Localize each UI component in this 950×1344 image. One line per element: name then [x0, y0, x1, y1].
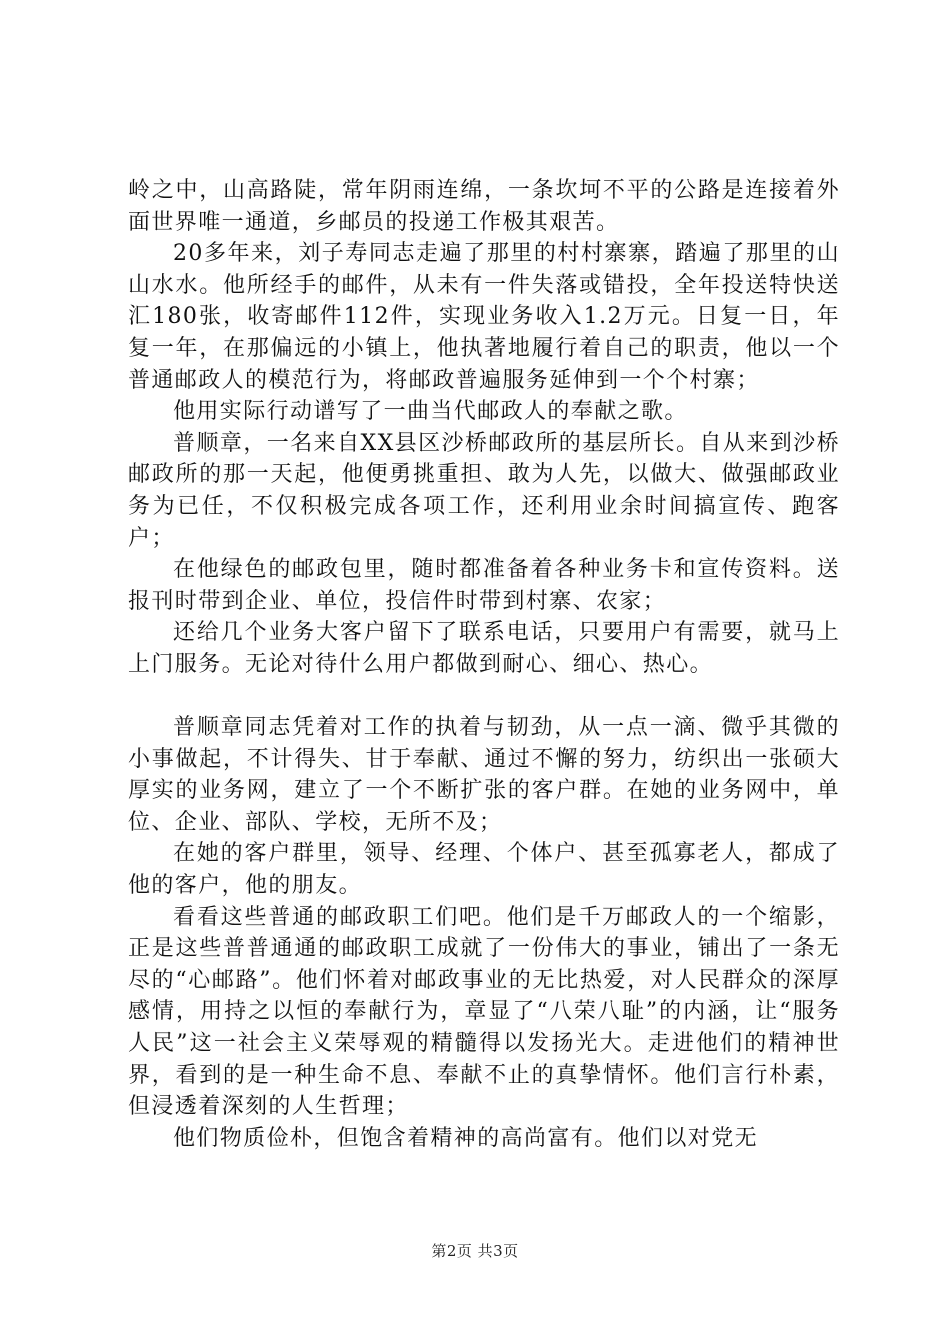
paragraph-continuation: 岭之中，山高路陡，常年阴雨连绵，一条坎坷不平的公路是连接着外面世界唯一通道，乡邮员的投递工作极其艰苦。 [128, 178, 840, 235]
paragraph-business-network: 普顺章同志凭着对工作的执着与韧劲，从一点一滴、微乎其微的小事做起，不计得失、甘于奉献、通过不懈的努力，纺织出一张硕大厚实的业务网，建立了一个不断扩张的客户群。在她的业务网中，单位、企业、部队、学校，无所不及； [128, 715, 840, 835]
paragraph-dedication-song: 他用实际行动谱写了一曲当代邮政人的奉献之歌。 [173, 399, 688, 425]
paragraph-client-group: 在她的客户群里，领导、经理、个体户、甚至孤寡老人，都成了他的客户，他的朋友。 [128, 841, 840, 899]
paragraph-liu-zishou: 20多年来，刘子寿同志走遍了那里的村村寨寨，踏遍了那里的山山水水。他所经手的邮件，从未有一件失落或错投，全年投送特快送汇180张，收寄邮件112件，实现业务收入1.2万元。日复一日，年复一年，在那偏远的小镇上，他执著地履行着自己的职责，他以一个普通邮政人的模范行为，将邮政普遍服务延伸到一个个村寨； [128, 241, 840, 393]
paragraph-postal-bag: 在他绿色的邮政包里，随时都准备着各种业务卡和宣传资料。送报刊时带到企业、单位，投信件时带到村寨、农家； [128, 557, 840, 614]
paragraph-pu-shunzhang-intro: 普顺章，一名来自XX县区沙桥邮政所的基层所长。自从来到沙桥邮政所的那一天起，他便勇挑重担、敢为人先，以做大、做强邮政业务为已任，不仅积极完成各项工作，还利用业余时间搞宣传、跑客户； [128, 430, 840, 551]
paragraph-material-simplicity: 他们物质俭朴，但饱含着精神的高尚富有。他们以对党无 [173, 1125, 759, 1151]
paragraph-client-contact: 还给几个业务大客户留下了联系电话，只要用户有需要，就马上上门服务。无论对待什么用户都做到耐心、细心、热心。 [128, 620, 840, 677]
paragraph-postal-workers: 看看这些普通的邮政职工们吧。他们是千万邮政人的一个缩影，正是这些普普通通的邮政职工成就了一份伟大的事业，铺出了一条无尽的“心邮路”。他们怀着对邮政事业的无比热爱，对人民群众的深厚感情，用持之以恒的奉献行为，章显了“八荣八耻”的内涵，让“服务人民”这一社会主义荣辱观的精髓得以发扬光大。走进他们的精神世界，看到的是一种生命不息、奉献不止的真挚情怀。他们言行朴素，但浸透着深刻的人生哲理； [128, 904, 840, 1120]
page-number-footer: 第2页 共3页 [431, 1242, 519, 1260]
document-body [128, 175, 840, 1154]
